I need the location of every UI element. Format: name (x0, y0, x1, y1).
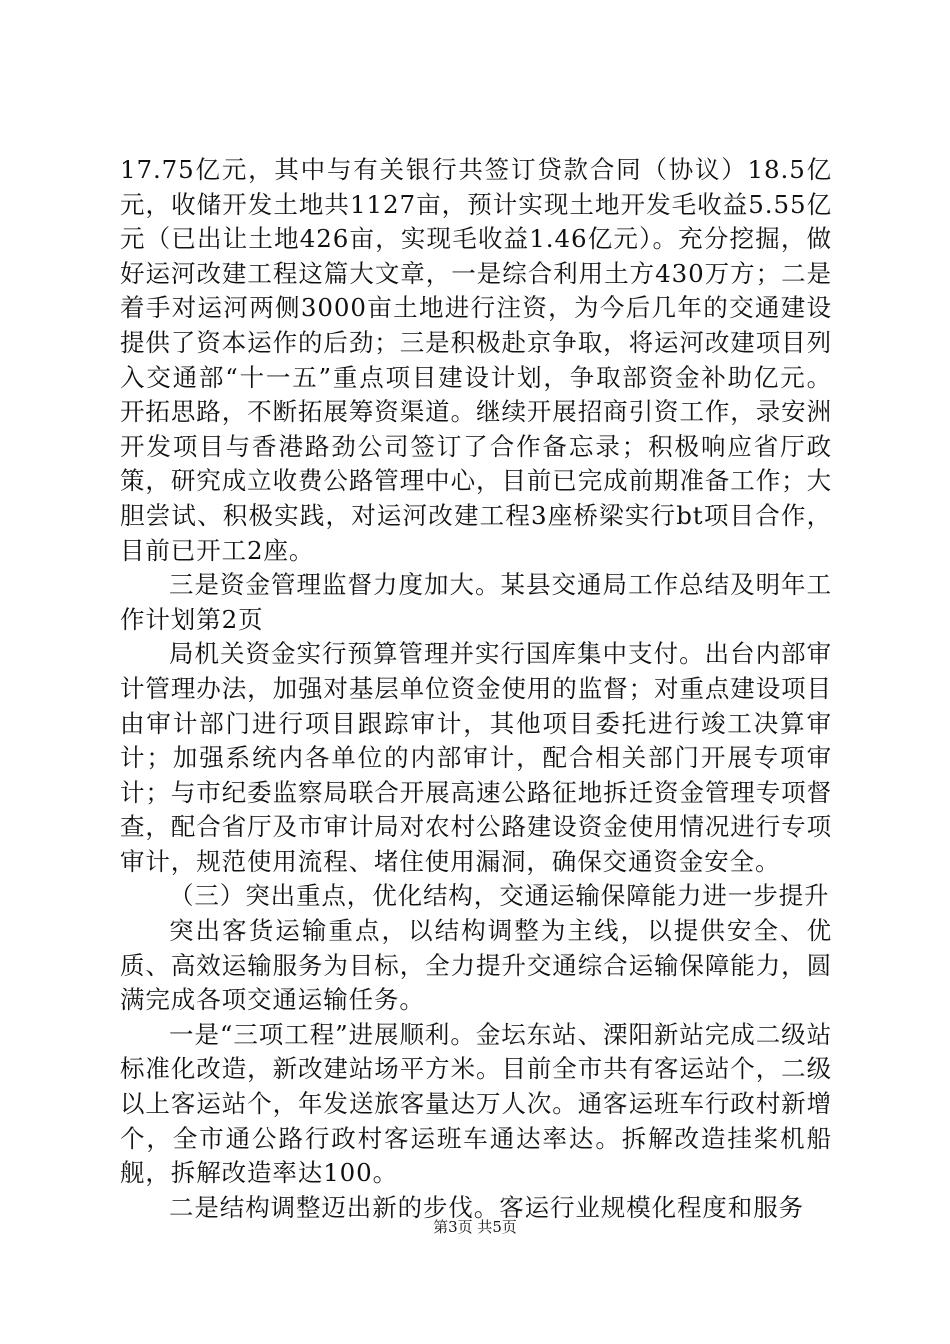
paragraph-funding: 17.75亿元，其中与有关银行共签订贷款合同（协议）18.5亿元，收储开发土地共1127亩，预计实现土地开发毛收益5.55亿元（已出让土地426亩，实现毛收益1.46亿元）。充分挖掘，做好运河改建工程这篇大文章，一是综合利用土方430万方；二是着手对运河两侧3000亩土地进行注资，为今后几年的交通建设提供了资本运作的后劲；三是积极赴京争取，将运河改建项目列入交通部“十一五”重点项目建设计划，争取部资金补助亿元。开拓思路，不断拓展筹资渠道。继续开展招商引资工作，录安洲开发项目与香港路劲公司签订了合作备忘录；积极响应省厅政策，研究成立收费公路管理中心，目前已完成前期准备工作；大胆尝试、积极实践，对运河改建工程3座桥梁实行bt项目合作，目前已开工2座。 (120, 155, 832, 565)
paragraph-budget-management: 局机关资金实行预算管理并实行国库集中支付。出台内部审计管理办法，加强对基层单位资金使用的监督；对重点建设项目由审计部门进行项目跟踪审计，其他项目委托进行竣工决算审计；加强系统内各单位的内部审计，配合相关部门开展专项审计；与市纪委监察局联合开展高速公路征地拆迁资金管理专项督查，配合省厅及市审计局对农村公路建设资金使用情况进行专项审计，规范使用流程、堵住使用漏洞，确保交通资金安全。 (120, 639, 832, 876)
document-body (120, 153, 832, 1225)
paragraph-three-projects: 一是“三项工程”进展顺利。金坛东站、溧阳新站完成二级站标准化改造，新改建站场平方米。目前全市共有客运站个，二级以上客运站个，年发送旅客量达万人次。通客运班车行政村新增个，全市通公路行政村客运班车通达率达。拆解改造挂桨机船舰，拆解改造率达100。 (120, 1019, 832, 1188)
paragraph-structure-adjustment: 二是结构调整迈出新的步伐。客运行业规模化程度和服务 (169, 1192, 804, 1222)
paragraph-transport-focus: 突出客货运输重点，以结构调整为主线，以提供安全、优质、高效运输服务为目标，全力提升交通综合运输保障能力，圆满完成各项交通运输任务。 (120, 916, 832, 1015)
section-heading-transport: （三）突出重点，优化结构，交通运输保障能力进一步提升 (169, 881, 830, 911)
page-footer: 第3页 共5页 (433, 1218, 517, 1236)
paragraph-fund-supervision: 三是资金管理监督力度加大。某县交通局工作总结及明年工作计划第2页 (120, 570, 832, 634)
